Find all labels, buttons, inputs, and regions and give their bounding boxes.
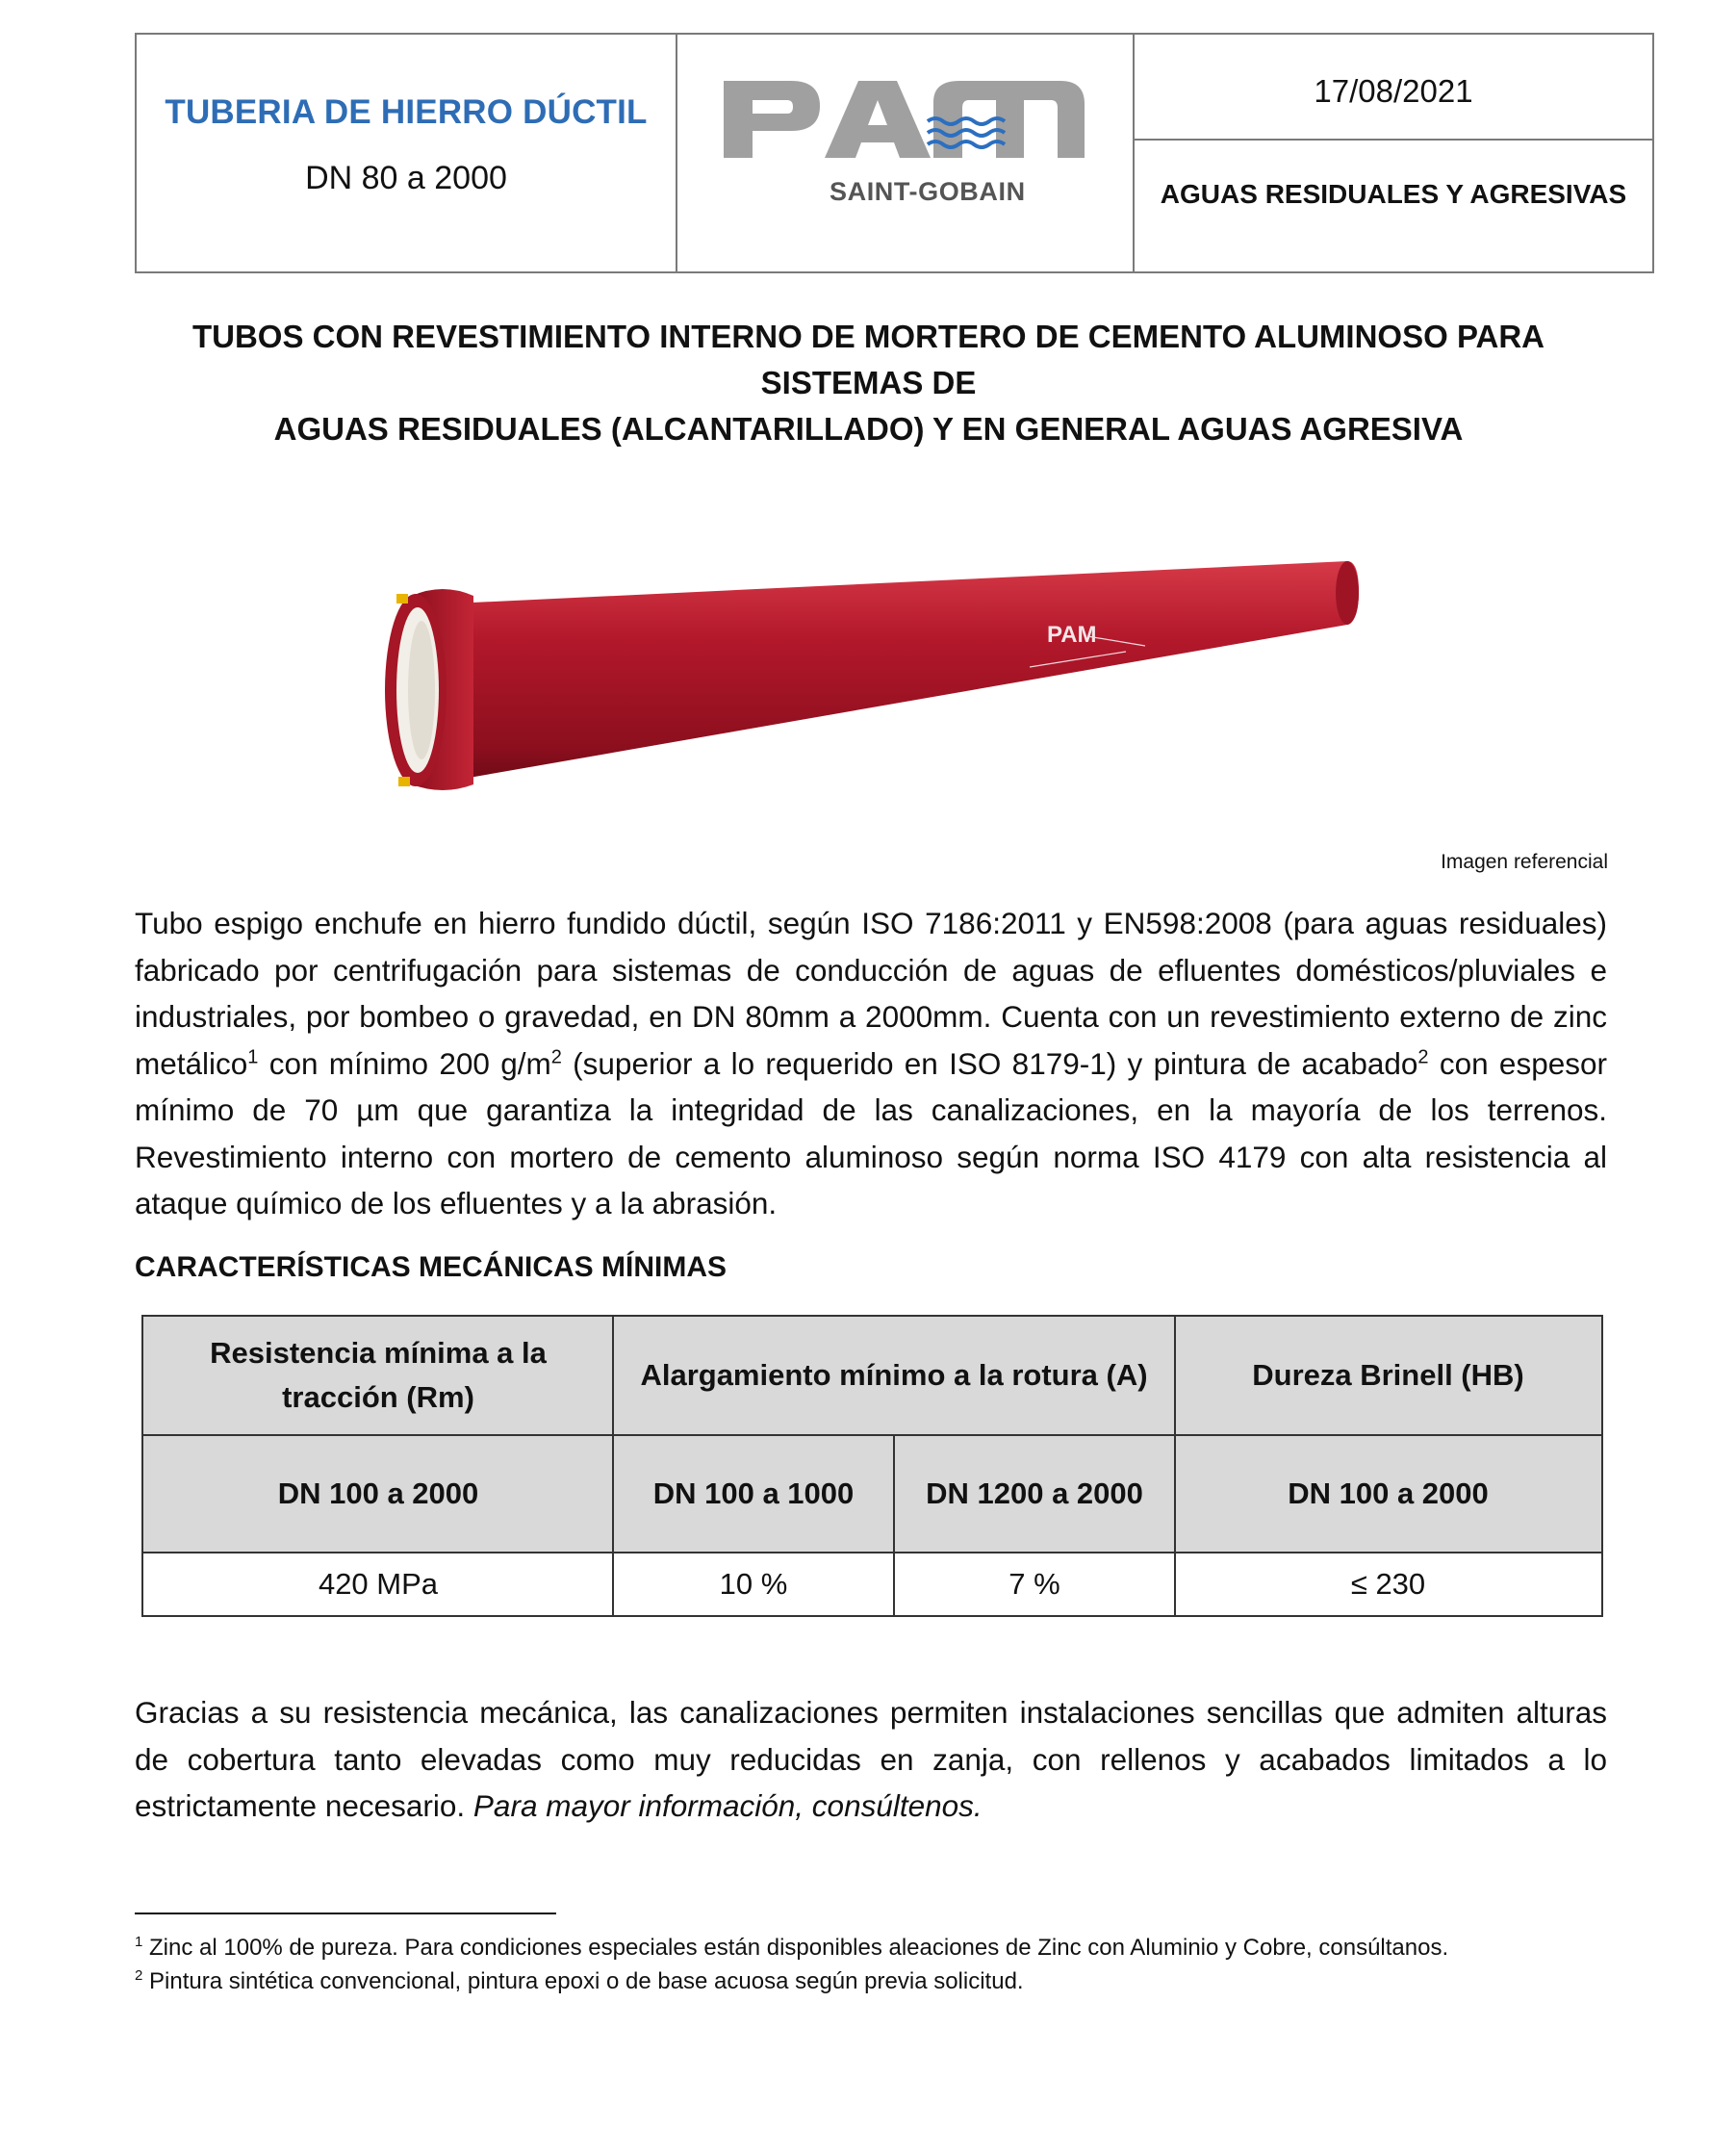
- pam-saint-gobain-logo: [676, 35, 1133, 271]
- document-date: 17/08/2021: [1314, 73, 1473, 109]
- table-rule: [1174, 1317, 1176, 1615]
- table-rule: [143, 1434, 1601, 1436]
- pipe-image: [385, 553, 1366, 833]
- closing-paragraph: [135, 1689, 1607, 1830]
- description-part-c: (superior a lo requerido en ISO 8179-1) y pintura de acabado: [561, 1045, 1418, 1081]
- product-description: [135, 900, 1607, 1227]
- image-caption: Imagen referencial: [1441, 851, 1608, 873]
- footnote-mark: 1: [135, 1934, 143, 1950]
- footnote-ref-2: 2: [1417, 1046, 1429, 1067]
- table-cell: 420 MPa: [318, 1567, 439, 1601]
- table-cell: 7 %: [1008, 1567, 1060, 1601]
- closing-contact-note: Para mayor información, consúltenos.: [472, 1788, 983, 1823]
- description-part-b: con mínimo 200 g/m: [258, 1045, 551, 1081]
- logo-caption: SAINT-GOBAIN: [830, 177, 1026, 206]
- pam-logo-mark: [724, 73, 1089, 160]
- table-header-elongation: Alargamiento mínimo a la rotura (A): [613, 1317, 1175, 1434]
- table-subheader: DN 100 a 2000: [1175, 1436, 1601, 1552]
- headline-line-1: TUBOS CON REVESTIMIENTO INTERNO DE MORTERO DE CEMENTO ALUMINOSO PARA SISTEMAS DE: [191, 319, 1545, 400]
- header-title-cell: [137, 35, 677, 271]
- footnotes: [135, 1931, 1559, 1998]
- pipe-marking: PAM: [1047, 622, 1097, 648]
- table-subheader: DN 100 a 2000: [143, 1436, 613, 1552]
- closing-text: Gracias a su resistencia mecánica, las canalizaciones permiten instalaciones sencillas que admiten alturas de cobertura tanto elevadas como muy reducidas en zanja, con rellenos y acabados limitados a lo estrictamente necesario.: [135, 1695, 1607, 1823]
- header-meta-cell: [1135, 35, 1652, 271]
- footnote-text: Pintura sintética convencional, pintura epoxi o de base acuosa según previa solicitud.: [142, 1968, 1024, 1994]
- table-subheader: DN 100 a 1000: [613, 1436, 894, 1552]
- document-title: TUBERIA DE HIERRO DÚCTIL: [165, 93, 648, 131]
- headline-line-2: AGUAS RESIDUALES (ALCANTARILLADO) Y EN GENERAL AGUAS AGRESIVA: [273, 411, 1464, 447]
- description-part-a: Tubo espigo enchufe en hierro fundido dúctil, según ISO 7186:2011 y EN598:2008 (para aguas residuales) fabricado por centrifugación para sistemas de conducción de aguas de efluentes domésticos/pluviales e industriales, por bombeo o gravedad, en DN 80mm a 2000mm. Cuenta con un revestimiento externo de zinc metálico: [135, 906, 1607, 1081]
- description-part-d: con espesor mínimo de 70 µm que garantiza la integridad de las canalizaciones, en la mayoría de los terrenos. Revestimiento interno con mortero de cemento aluminoso según norma ISO 4179 con alta resistencia al ataque químico de los efluentes y a la abrasión.: [135, 1045, 1607, 1220]
- mechanical-properties-table: [141, 1315, 1603, 1617]
- table-rule: [893, 1435, 895, 1615]
- section-title: CARACTERÍSTICAS MECÁNICAS MÍNIMAS: [135, 1251, 727, 1283]
- header-logo-cell: [676, 35, 1135, 271]
- table-subheader: DN 1200 a 2000: [894, 1436, 1175, 1552]
- footnote-separator: [135, 1913, 556, 1914]
- footnote-ref-1: 1: [247, 1046, 259, 1067]
- table-rule: [612, 1317, 614, 1615]
- table-rule: [143, 1552, 1601, 1553]
- product-headline: [135, 314, 1602, 452]
- unit-exponent: 2: [550, 1046, 562, 1067]
- footnote-mark: 2: [135, 1967, 143, 1984]
- footnote-text: Zinc al 100% de pureza. Para condiciones especiales están disponibles aleaciones de Zinc con Aluminio y Cobre, consúltanos.: [142, 1935, 1449, 1961]
- table-header-tensile: Resistencia mínima a la tracción (Rm): [143, 1317, 613, 1434]
- table-header-hardness: Dureza Brinell (HB): [1175, 1317, 1601, 1434]
- document-subtitle: DN 80 a 2000: [305, 160, 507, 196]
- table-cell: ≤ 230: [1350, 1567, 1426, 1601]
- table-cell: 10 %: [719, 1567, 788, 1601]
- footnote-2: [135, 1964, 1559, 1998]
- header-divider: [1135, 139, 1652, 141]
- footnote-1: [135, 1931, 1559, 1964]
- document-category: AGUAS RESIDUALES Y AGRESIVAS: [1160, 179, 1627, 209]
- document-header: [135, 33, 1654, 273]
